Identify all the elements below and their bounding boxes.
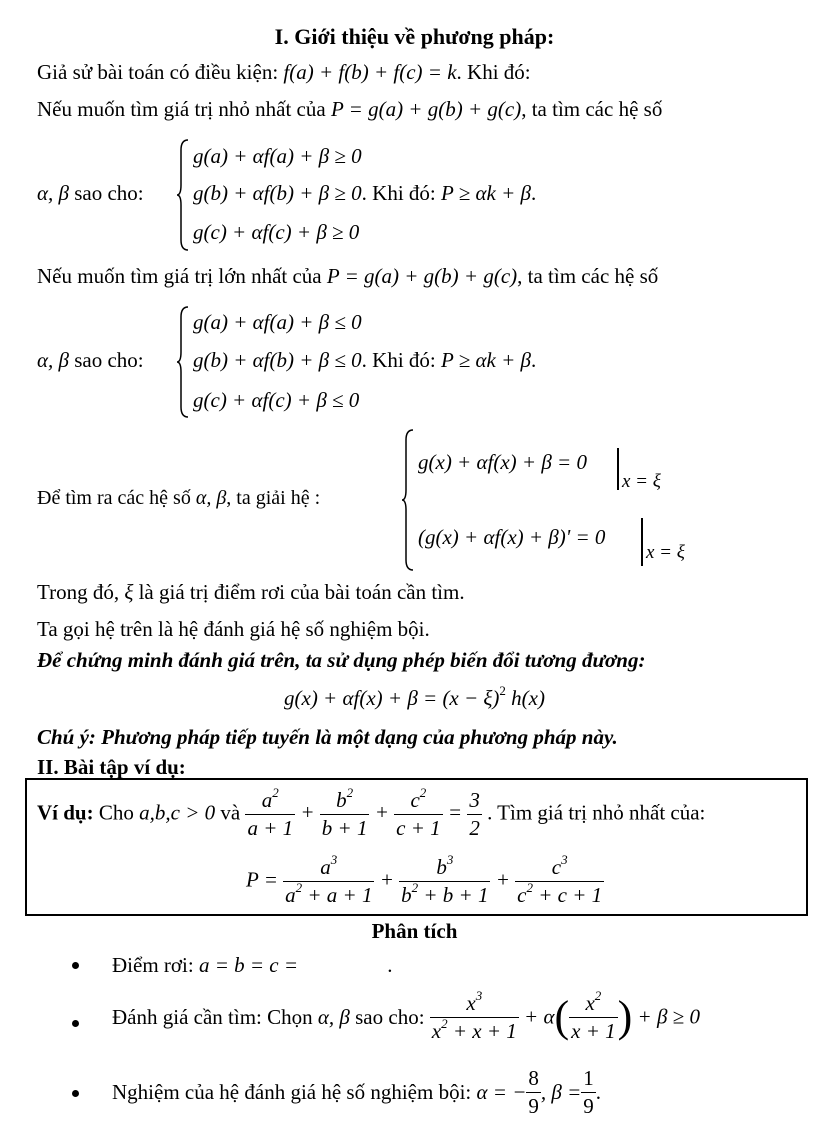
- max-result: P ≥ αk + β: [441, 348, 531, 372]
- solve-eq-2: (g(x) + αf(x) + β)' = 0: [418, 525, 606, 549]
- bullet-1: [112, 955, 393, 976]
- proof-formula-line: [0, 683, 829, 710]
- bullet-3-alpha-den: 9: [528, 1094, 539, 1118]
- example-label: Ví dụ:: [37, 800, 94, 825]
- where-prefix: Trong đó,: [37, 580, 120, 604]
- bullet-2-label: Đánh giá cần tìm: Chọn: [112, 1005, 313, 1029]
- bullet-1-dot: [72, 962, 79, 969]
- min-such-that: sao cho:: [74, 181, 144, 205]
- max-formula: P = g(a) + g(b) + g(c): [326, 264, 518, 288]
- max-suffix: , ta tìm các hệ số: [517, 264, 659, 288]
- max-system-brace: [176, 305, 190, 419]
- min-coef-line: [37, 183, 144, 204]
- solve-suffix: , ta giải hệ :: [226, 487, 321, 509]
- solve-line: [37, 488, 320, 508]
- eval-bar-2: [641, 518, 643, 566]
- bullet-3-beta-num: 1: [583, 1066, 594, 1090]
- condition-suffix: . Khi đó:: [456, 60, 531, 84]
- bullet-3-beta: , β =: [540, 1080, 582, 1104]
- condition-line: [37, 62, 531, 83]
- bullet-2-dot: [72, 1020, 79, 1027]
- bullet-3-alpha: α = −: [476, 1080, 527, 1104]
- bullet-1-end: .: [387, 953, 393, 977]
- max-line: [37, 266, 658, 287]
- solve-prefix: Để tìm ra các hệ số: [37, 487, 191, 509]
- bullet-1-formula: a = b = c =: [198, 953, 299, 977]
- min-suffix: , ta tìm các hệ số: [521, 97, 663, 121]
- bullet-3-alpha-num: 8: [528, 1066, 539, 1090]
- example-find: . Tìm giá trị nhỏ nhất của:: [487, 800, 706, 825]
- max-system-row-2: g(b) + αf(b) + β ≤ 0: [193, 348, 362, 372]
- bullet-3-beta-den: 9: [583, 1094, 594, 1118]
- max-coef: α, β: [37, 348, 69, 372]
- min-result: P ≥ αk + β: [441, 181, 531, 205]
- max-system-row-2-line: g(b) + αf(b) + β ≤ 0. Khi đó: P ≥ αk + β.: [193, 348, 537, 372]
- example-line: Ví dụ: Cho a,b,c > 0 và $\frac{a^2}{a + 1}$ + $\frac{b^2}{b + 1}$ + $\frac{c^2}{c + 1}$ = $\frac{3}{2}$ . Tìm giá trị nhỏ nhất của:: [37, 785, 706, 840]
- bullet-3-end: .: [595, 1080, 602, 1104]
- eval-at-2: x = ξ: [646, 542, 685, 563]
- system-name-line: Ta gọi hệ trên là hệ đánh giá hệ số nghiệm bội.: [37, 617, 430, 641]
- bullet-2-such: sao cho:: [355, 1005, 425, 1029]
- eval-bar-1: [617, 448, 619, 490]
- bullet-3: [112, 1068, 601, 1117]
- min-coef: α, β: [37, 181, 69, 205]
- proof-exponent: 2: [499, 683, 506, 698]
- max-prefix: Nếu muốn tìm giá trị lớn nhất của: [37, 264, 322, 288]
- section1-title: I. Giới thiệu về phương pháp:: [274, 24, 555, 49]
- eval-at-1: x = ξ: [622, 471, 661, 492]
- where-xi: ξ: [124, 580, 134, 604]
- where-suffix: là giá trị điểm rơi của bài toán cần tìm.: [138, 580, 465, 604]
- proof-formula: g(x) + αf(x) + β = (x − ξ): [284, 686, 500, 710]
- example-given: Cho: [98, 800, 134, 825]
- max-coef-line: [37, 350, 144, 371]
- min-system-row-3: g(c) + αf(c) + β ≥ 0: [193, 220, 360, 244]
- min-line: [37, 99, 662, 120]
- proof-tail: h(x): [511, 686, 545, 710]
- condition-prefix: Giả sử bài toán có điều kiện:: [37, 60, 279, 84]
- solve-coef: α, β: [195, 487, 227, 509]
- max-then: . Khi đó:: [361, 348, 436, 372]
- max-system-row-1: g(a) + αf(a) + β ≤ 0: [193, 310, 362, 334]
- solve-system-brace: [401, 428, 415, 572]
- condition-formula: f(a) + f(b) + f(c) = k: [283, 60, 457, 84]
- min-system-row-2-line: g(b) + αf(b) + β ≥ 0. Khi đó: P ≥ αk + β.: [193, 181, 537, 205]
- example-objective: P = $\frac{a^3}{a^2 + a + 1}$ + $\frac{b^3}{b^2 + b + 1}$ + $\frac{c^3}{c^2 + c + 1}$: [246, 852, 603, 907]
- section2-title: II. Bài tập ví dụ:: [37, 755, 186, 779]
- bullet-3-dot: [72, 1090, 79, 1097]
- min-then: . Khi đó:: [361, 181, 436, 205]
- note-line: Chú ý: Phương pháp tiếp tuyến là một dạng của phương pháp này.: [37, 725, 618, 749]
- min-formula: P = g(a) + g(b) + g(c): [330, 97, 522, 121]
- where-line: [37, 582, 465, 603]
- min-system-row-2: g(b) + αf(b) + β ≥ 0: [193, 181, 362, 205]
- bullet-2: Đánh giá cần tìm: Chọn α, β sao cho: $\frac{x^3}{x^2 + x + 1}$ + α( $\frac{x^2}{x + 1}$ ) + β ≥ 0: [112, 988, 700, 1043]
- bullet-3-label: Nghiệm của hệ đánh giá hệ số nghiệm bội:: [112, 1080, 472, 1104]
- max-system-row-3: g(c) + αf(c) + β ≤ 0: [193, 388, 360, 412]
- min-system-brace: [176, 138, 190, 252]
- bullet-2-coef: α, β: [317, 1005, 350, 1029]
- proof-line: Để chứng minh đánh giá trên, ta sử dụng phép biến đổi tương đương:: [37, 648, 646, 672]
- analysis-title: Phân tích: [371, 919, 458, 943]
- max-such-that: sao cho:: [74, 348, 144, 372]
- bullet-1-label: Điểm rơi:: [112, 953, 194, 977]
- example-and: và: [220, 800, 241, 825]
- solve-eq-1: g(x) + αf(x) + β = 0: [418, 450, 587, 474]
- min-prefix: Nếu muốn tìm giá trị nhỏ nhất của: [37, 97, 326, 121]
- example-cond: a,b,c > 0: [139, 800, 216, 825]
- min-system-row-1: g(a) + αf(a) + β ≥ 0: [193, 144, 362, 168]
